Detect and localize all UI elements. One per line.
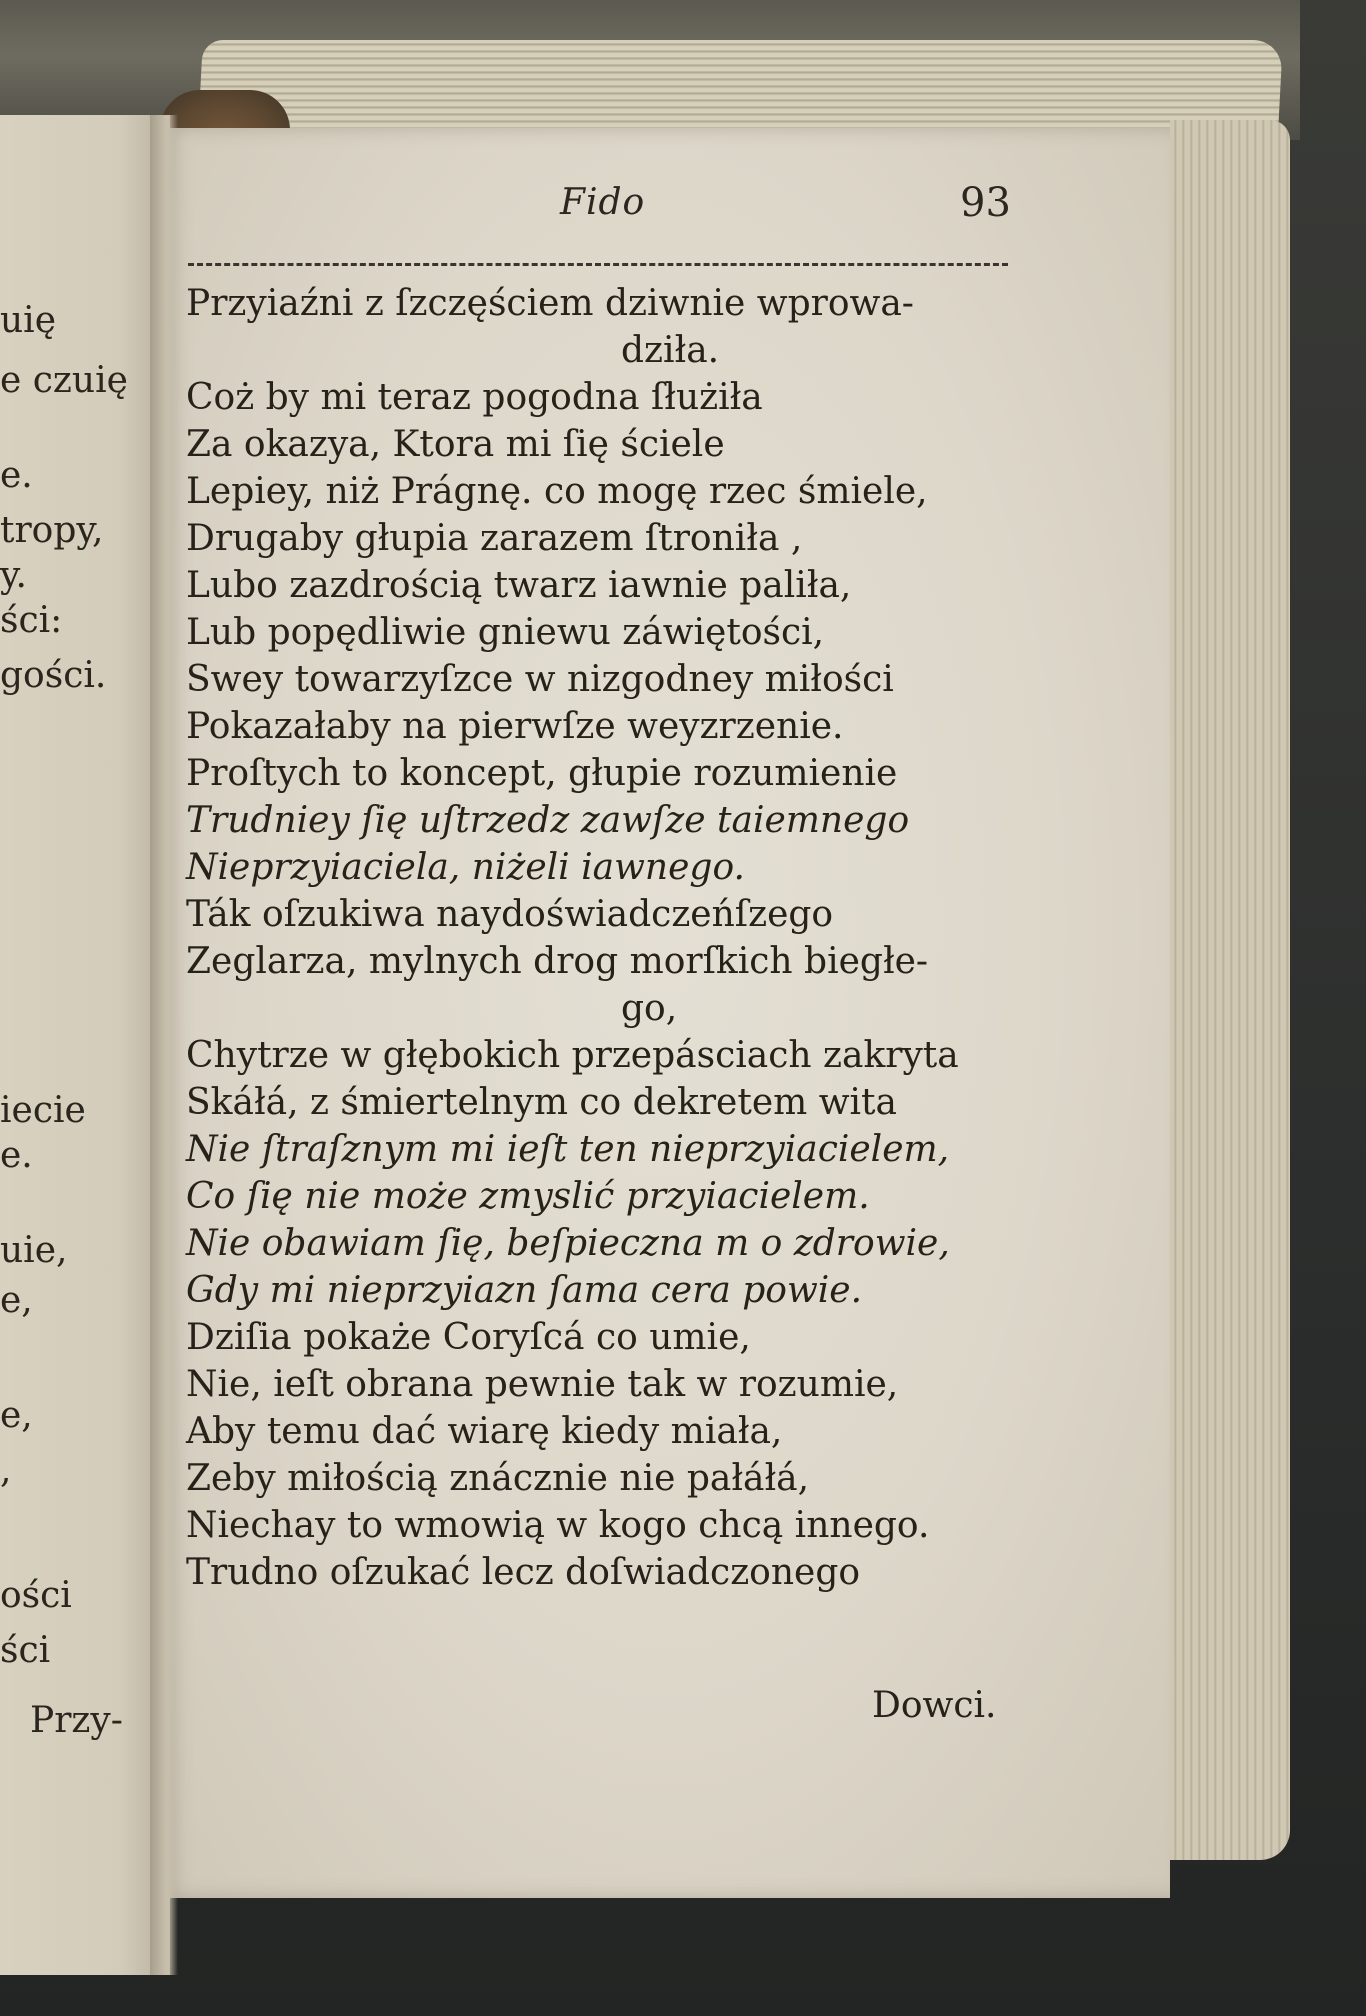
page-number: 93 [960,180,1011,226]
text-line: Nieprzyiaciela, niżeli iawnego. [186,847,745,888]
text-line: Niechay to wmowią w kogo chcą innego. [186,1505,930,1546]
text-line: Za okazya, Ktora mi ſię ściele [186,424,725,465]
catchword: Dowci. [872,1685,997,1726]
left-page-fragment: ści: [0,600,63,641]
text-line: Zeglarza, mylnych drog morſkich biegłe- [186,941,929,982]
left-page-fragment: e, [0,1395,33,1436]
text-line: Drugaby głupia zarazem ſtroniła , [186,518,803,559]
left-page-fragment: e czuię [0,360,128,401]
running-head: Fido [560,182,646,223]
text-line: Coż by mi teraz pogodna ſłużiła [186,377,763,418]
text-line: Swey towarzyſzce w nizgodney miłości [186,659,894,700]
left-page-fragment: uię [0,300,57,341]
text-line: Przyiaźni z ſzczęściem dziwnie wprowa- [186,283,914,324]
left-page-fragment: e. [0,455,33,496]
text-line: Proſtych to koncept, głupie rozumienie [186,753,898,794]
text-line: Lub popędliwie gniewu záwiętości, [186,612,825,653]
text-line: Ták oſzukiwa naydoświadczeńſzego [186,894,834,935]
text-line: Dziſia pokaże Coryſcá co umie, [186,1317,751,1358]
header-rule [188,263,1008,266]
text-line: Trudno oſzukać lecz doſwiadczonego [186,1552,861,1593]
text-line: Nie obawiam ſię, beſpieczna m o zdrowie, [186,1223,950,1264]
page-edges-right [1170,120,1290,1860]
left-page-fragment: iecie [0,1090,86,1131]
left-page-fragment: e. [0,1135,33,1176]
left-page-fragment: tropy, [0,510,104,551]
text-line: Lubo zazdrością twarz iawnie paliła, [186,565,852,606]
text-line: Zeby miłością znácznie nie pałáłá, [186,1458,810,1499]
left-page-fragment: gości. [0,655,107,696]
text-line: Nie ſtraſznym mi ieſt ten nieprzyiacielem, [186,1129,950,1170]
text-line: Nie, ieſt obrana pewnie tak w rozumie, [186,1364,899,1405]
text-line: Trudniey ſię uſtrzedz zawſze taiemnego [186,800,910,841]
text-line: Lepiey, niż Prágnę. co mogę rzec śmiele, [186,471,928,512]
text-line: go, [621,988,678,1029]
book-gutter [150,115,178,1975]
text-line: Chytrze w głębokich przepásciach zakryta [186,1035,959,1076]
left-page-fragment: e, [0,1280,33,1321]
text-line: Aby temu dać wiarę kiedy miała, [186,1411,783,1452]
text-line: Skáłá, z śmiertelnym co dekretem wita [186,1082,897,1123]
text-line: Pokazałaby na pierwſze weyzrzenie. [186,706,844,747]
left-page-fragment: , [0,1450,12,1491]
left-page-fragment: ości [0,1575,72,1616]
left-page-fragment: Przy- [30,1700,123,1741]
left-page-fragment: y. [0,555,27,596]
left-page-fragment: uie, [0,1230,68,1271]
text-line: dziła. [621,330,720,371]
text-line: Gdy mi nieprzyiazn ſama cera powie. [186,1270,863,1311]
left-page-fragment: ści [0,1630,51,1671]
text-line: Co ſię nie może zmyslić przyiacielem. [186,1176,870,1217]
